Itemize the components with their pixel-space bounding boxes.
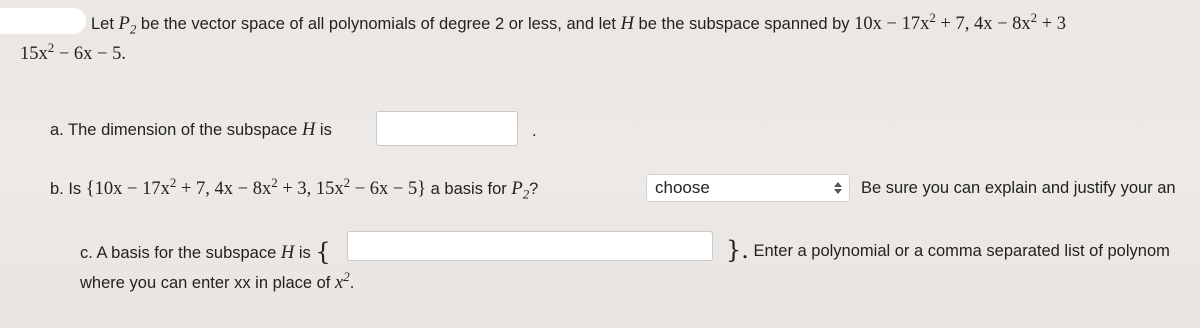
part-c-hint-text: where you can enter xx in place of (80, 274, 331, 292)
select-value: choose (655, 178, 710, 197)
h-symbol: H (280, 243, 295, 263)
p2-symbol: $P_2$ (511, 179, 530, 202)
polynomial-1: $10x - 17x^2 + 7$, (854, 9, 970, 34)
p2-symbol: $P_2$ (118, 14, 137, 37)
part-a-label: a. The dimension of the subspace (50, 121, 298, 139)
intro-middle-text-2: be the subspace spanned by (633, 15, 855, 33)
close-brace: }. (726, 236, 749, 264)
polynomial-2: $4x - 8x^2 + 3$ (973, 9, 1067, 34)
part-c-after-text: Enter a polynomial or a comma separated list of polynom (753, 242, 1170, 260)
justify-note: Be sure you can explain and justify your an (861, 179, 1176, 197)
part-c-label: c. A basis for the subspace (80, 244, 277, 262)
intro-prefix: Let (91, 15, 114, 33)
polynomial-3: $15x^2 - 6x - 5$. (20, 39, 126, 64)
part-c-hint (80, 268, 355, 294)
part-c-hint-period: . (349, 274, 355, 292)
problem-statement-line-1 (91, 9, 1067, 37)
h-symbol: H (620, 14, 634, 34)
dimension-input[interactable] (376, 111, 518, 146)
polynomial-set: {$10x - 17x^2 + 7$, $4x - 8x^2 + 3$, $15x^2 - 6x - 5$} (85, 174, 427, 199)
problem-statement-line-2 (20, 39, 126, 65)
part-c-instructions (726, 234, 1170, 262)
part-c-question (80, 236, 331, 264)
select-arrows-icon (834, 182, 842, 194)
x-squared: $x^2$ (335, 268, 350, 293)
part-b-question (50, 174, 539, 202)
h-symbol: H (301, 120, 316, 140)
intro-middle-text: be the vector space of all polynomials of degree 2 or less, and let (136, 15, 621, 33)
part-a-is: is (319, 121, 332, 139)
redaction-mask (0, 8, 86, 34)
part-a-question (50, 120, 332, 141)
question-mark: ? (529, 180, 539, 198)
part-c-is: is (298, 244, 311, 262)
open-brace: { (315, 238, 331, 266)
basis-input[interactable] (347, 231, 713, 261)
basis-choice-select[interactable] (646, 174, 850, 202)
part-b-label: b. Is (50, 180, 82, 198)
part-a-period: . (532, 122, 537, 140)
part-b-middle-text: a basis for (430, 180, 507, 198)
